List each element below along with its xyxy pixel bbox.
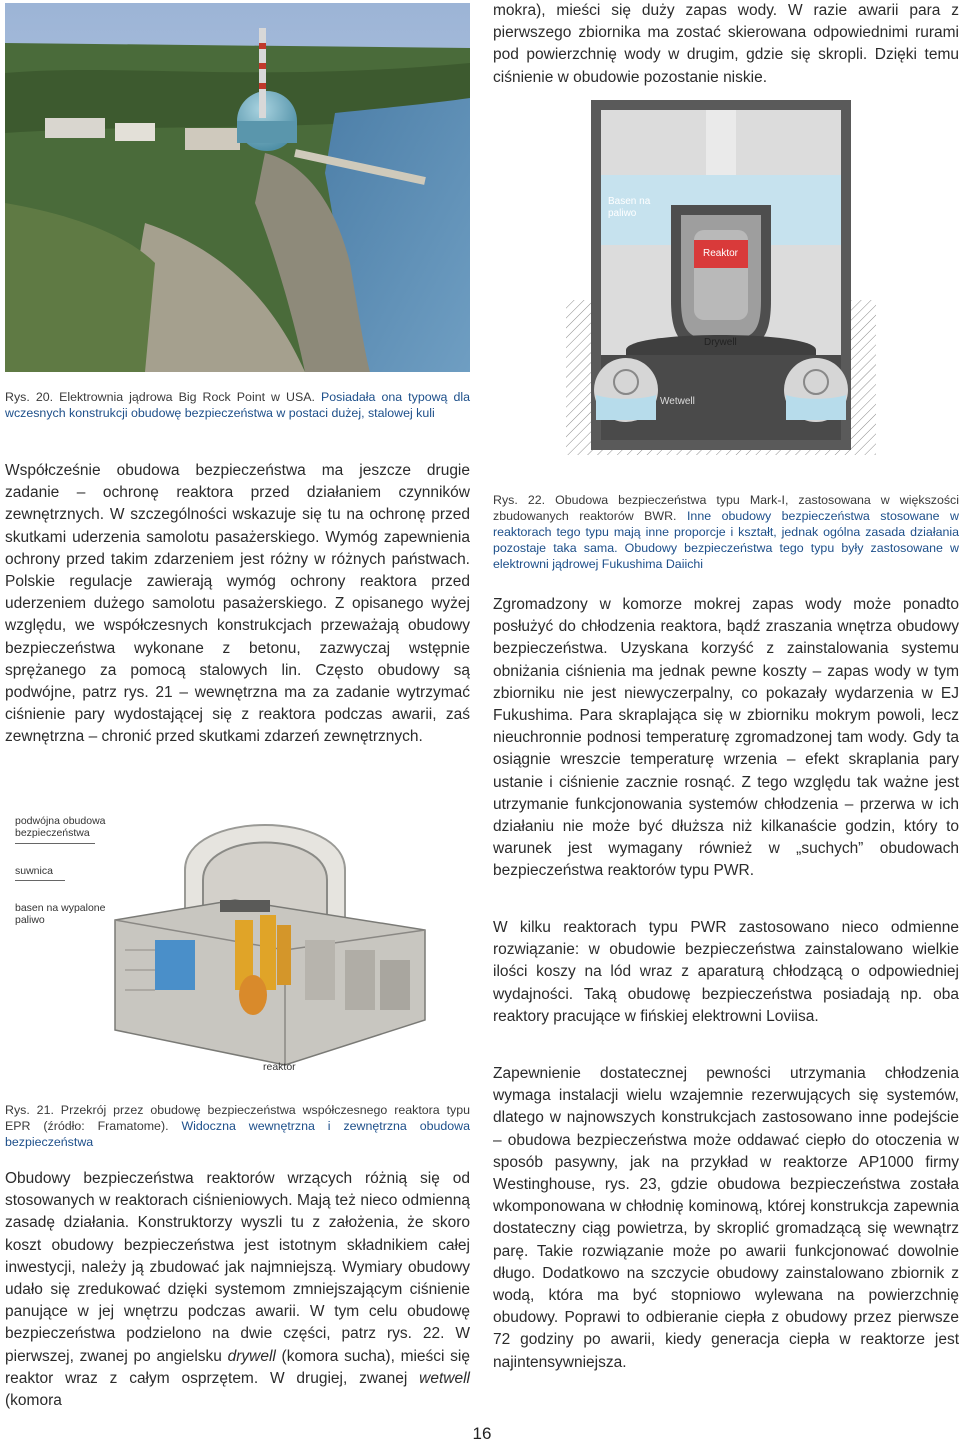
term-drywell: drywell [227,1347,276,1365]
epr-cutaway-figure [5,810,470,1090]
top-right-paragraph: mokra), mieści się duży zapas wody. W razie awarii para z pierwszego zbiornika ma zostać skierowana odpowiednimi rurami pod powierzchnię wody w drugim, gdzie się skropli. Dzięki temu ciśnienie w obudowie pozostanie niskie. [493,2,959,86]
figure-22-caption-title: Rys. 22. Obudowa bezpieczeństwa typu Mark-I, zastosowana w większości zbudowanych reaktorów BWR. [493,493,959,523]
figure-22-caption [493,492,959,572]
label-drywell: Drywell [704,337,737,348]
figure-20-caption-description: Posiadała ona typową dla wczesnych konstrukcji obudowę bezpieczeństwa w postaci dużej, stalowej kuli [5,390,471,420]
label-double-containment: podwójna obudowa bezpieczeństwa [15,815,106,839]
leader-line-crane [15,880,65,881]
leader-line-double-containment [15,843,95,844]
mark-i-containment-diagram [566,100,876,455]
right-paragraph-1: Zgromadzony w komorze mokrej zapas wody może ponadto posłużyć do chłodzenia reaktora, bądź zraszania wnętrza obudowy bezpieczeństwa. Uzyskana korzyść z zainstalowania systemu obniżania ciśnienia ma jednak pewne koszty – zapas wody w tym zbiorniku nie jest niewyczerpalny, co pokazały wydarzenia w EJ Fukushima. Para skraplająca się w zbiorniku mokrym powoli, lecz nieuchronnie podnosi temperaturę zgromadzonej tam wody. Gdy ta osiągnie wreszcie temperaturę wrzenia – efekt skraplania pary ustanie i ciśnienie zacznie rosnąć. Z tego względu tak ważne jest utrzymanie funkcjonowania systemów chłodzenia – przerwa w ich działaniu nie może być dłuższa niż kilkanaście godzin, który to warunek jest wymagany również w „suchych” obudowach bezpieczeństwa reaktorów typu PWR. [493,596,959,880]
right-paragraph-3: Zapewnienie dostatecznej pewności utrzymania chłodzenia wymaga instalacji wielu wzajemnie rezerwujących się systemów, dlatego w najnowszych konstrukcjach zastosowano inne podejście – obudowa bezpieczeństwa może oddawać ciepło do otoczenia w sposób pasywny, jak na przykład w reaktorze AP1000 firmy Westinghouse, rys. 23, gdzie obudowa bezpieczeństwa została wkomponowana w chłodnię kominową, której konstrukcja zapewnia dostateczny ciąg powietrza, by skroplić gromadzącą się wewnątrz parę. Takie rozwiązanie może po awarii funkcjonować dowolnie długo. Dodatkowo na szczycie obudowy zainstalowano zbiornik z wodą, która ma być stopniowo wylewana na powierzchnię obudowy. Poprawi to odbieranie ciepła z obudowy przez pierwsze 72 godziny po awarii, kiedy generacja ciepła w reaktorze jest najintensywniejsza. [493,1065,959,1371]
big-rock-point-photo [5,3,470,372]
figure-21-caption-title: Rys. 21. Przekrój przez obudowę bezpieczeństwa współczesnego reaktora typu EPR (źródło: Framatome). [5,1103,470,1133]
page-number: 16 [472,1424,492,1443]
left-paragraph-1: Współcześnie obudowa bezpieczeństwa ma jeszcze drugie zadanie – ochronę reaktora przed działaniem czynników zewnętrznych. W szczególności wskazuje się tu na ochronę przed skutkami uderzenia samolotu pasażerskiego. Wymóg zapewnienia ochrony przed takim zdarzeniem jest różny w różnych państwach. Polskie regulacje zawierają wymóg ochrony reaktora przed uderzeniem dużego samolotu pasażerskiego. Z opisanego wyżej względu, we współczesnych konstrukcjach przeważają obudowy bezpieczeństwa wykonane z betonu, zazwyczaj wstępnie sprężanego za pomocą stalowych lin. Często obudowy są podwójne, patrz rys. 21 – wewnętrzna ma za zadanie wytrzymać ciśnienie pary wydostającej się z reaktora podczas awarii, zaś zewnętrzna – chronić przed skutkami zdarzeń zewnętrznych. [5,462,470,746]
term-wetwell: wetwell [419,1369,470,1387]
left-paragraph-2: Obudowy bezpieczeństwa reaktorów wrzących różnią się od stosowanych w reaktorach ciśnieniowych. Mają też nieco odmienną zasadę działania. Konstruktorzy wyszli tu z założenia, że skoro koszt obudowy bezpieczeństwa jest istotnym składnikiem całej inwestycji, należy ją zbudować jak najmniejszą. Wymiary obudowy udało się zredukować dzięki systemom zmniejszającym ciśnienie panujące w jej wnętrzu podczas awarii. W tym celu obudowę bezpieczeństwa podzielono na dwie części, patrz rys. 22. W pierwszej, zwanej po angielsku drywell (komora sucha), mieści się reaktor wraz z całym osprzętem. W drugiej, zwanej wetwell (komora [5,1170,470,1410]
figure-22-caption-description: Inne obudowy bezpieczeństwa stosowane w reaktorach tego typu mają inne proporcje i kształt, jednak ogólna zasada działania pozostaje taka sama. Obudowy bezpieczeństwa tego typu były zastosowane w elektrowni jądrowej Fukushima Daiichi [493,509,959,571]
figure-20-caption [5,389,470,421]
label-wetwell: Wetwell [660,396,695,407]
label-crane: suwnica [15,865,53,877]
label-reactor: reaktor [263,1061,296,1073]
label-spent-fuel-pool: basen na wypalone paliwo [15,902,106,926]
figure-21-caption [5,1102,470,1150]
figure-21-caption-description: Widoczna wewnętrzna i zewnętrzna obudowa bezpieczeństwa [5,1119,471,1149]
right-paragraph-2: W kilku reaktorach typu PWR zastosowano nieco odmienne rozwiązanie: w obudowie bezpieczeństwa zainstalowano wielkie ilości koszy na lód wraz z aparaturą chłodzącą o odpowiedniej wydajności. Taką obudowę bezpieczeństwa posiadają np. oba reaktory pracujące w fińskiej elektrowni Loviisa. [493,919,959,1025]
figure-20-caption-title: Rys. 20. Elektrownia jądrowa Big Rock Point w USA. [5,390,315,404]
label-fuel-pool: Basen na paliwo [608,196,651,219]
label-reactor-vessel: Reaktor [703,248,739,259]
